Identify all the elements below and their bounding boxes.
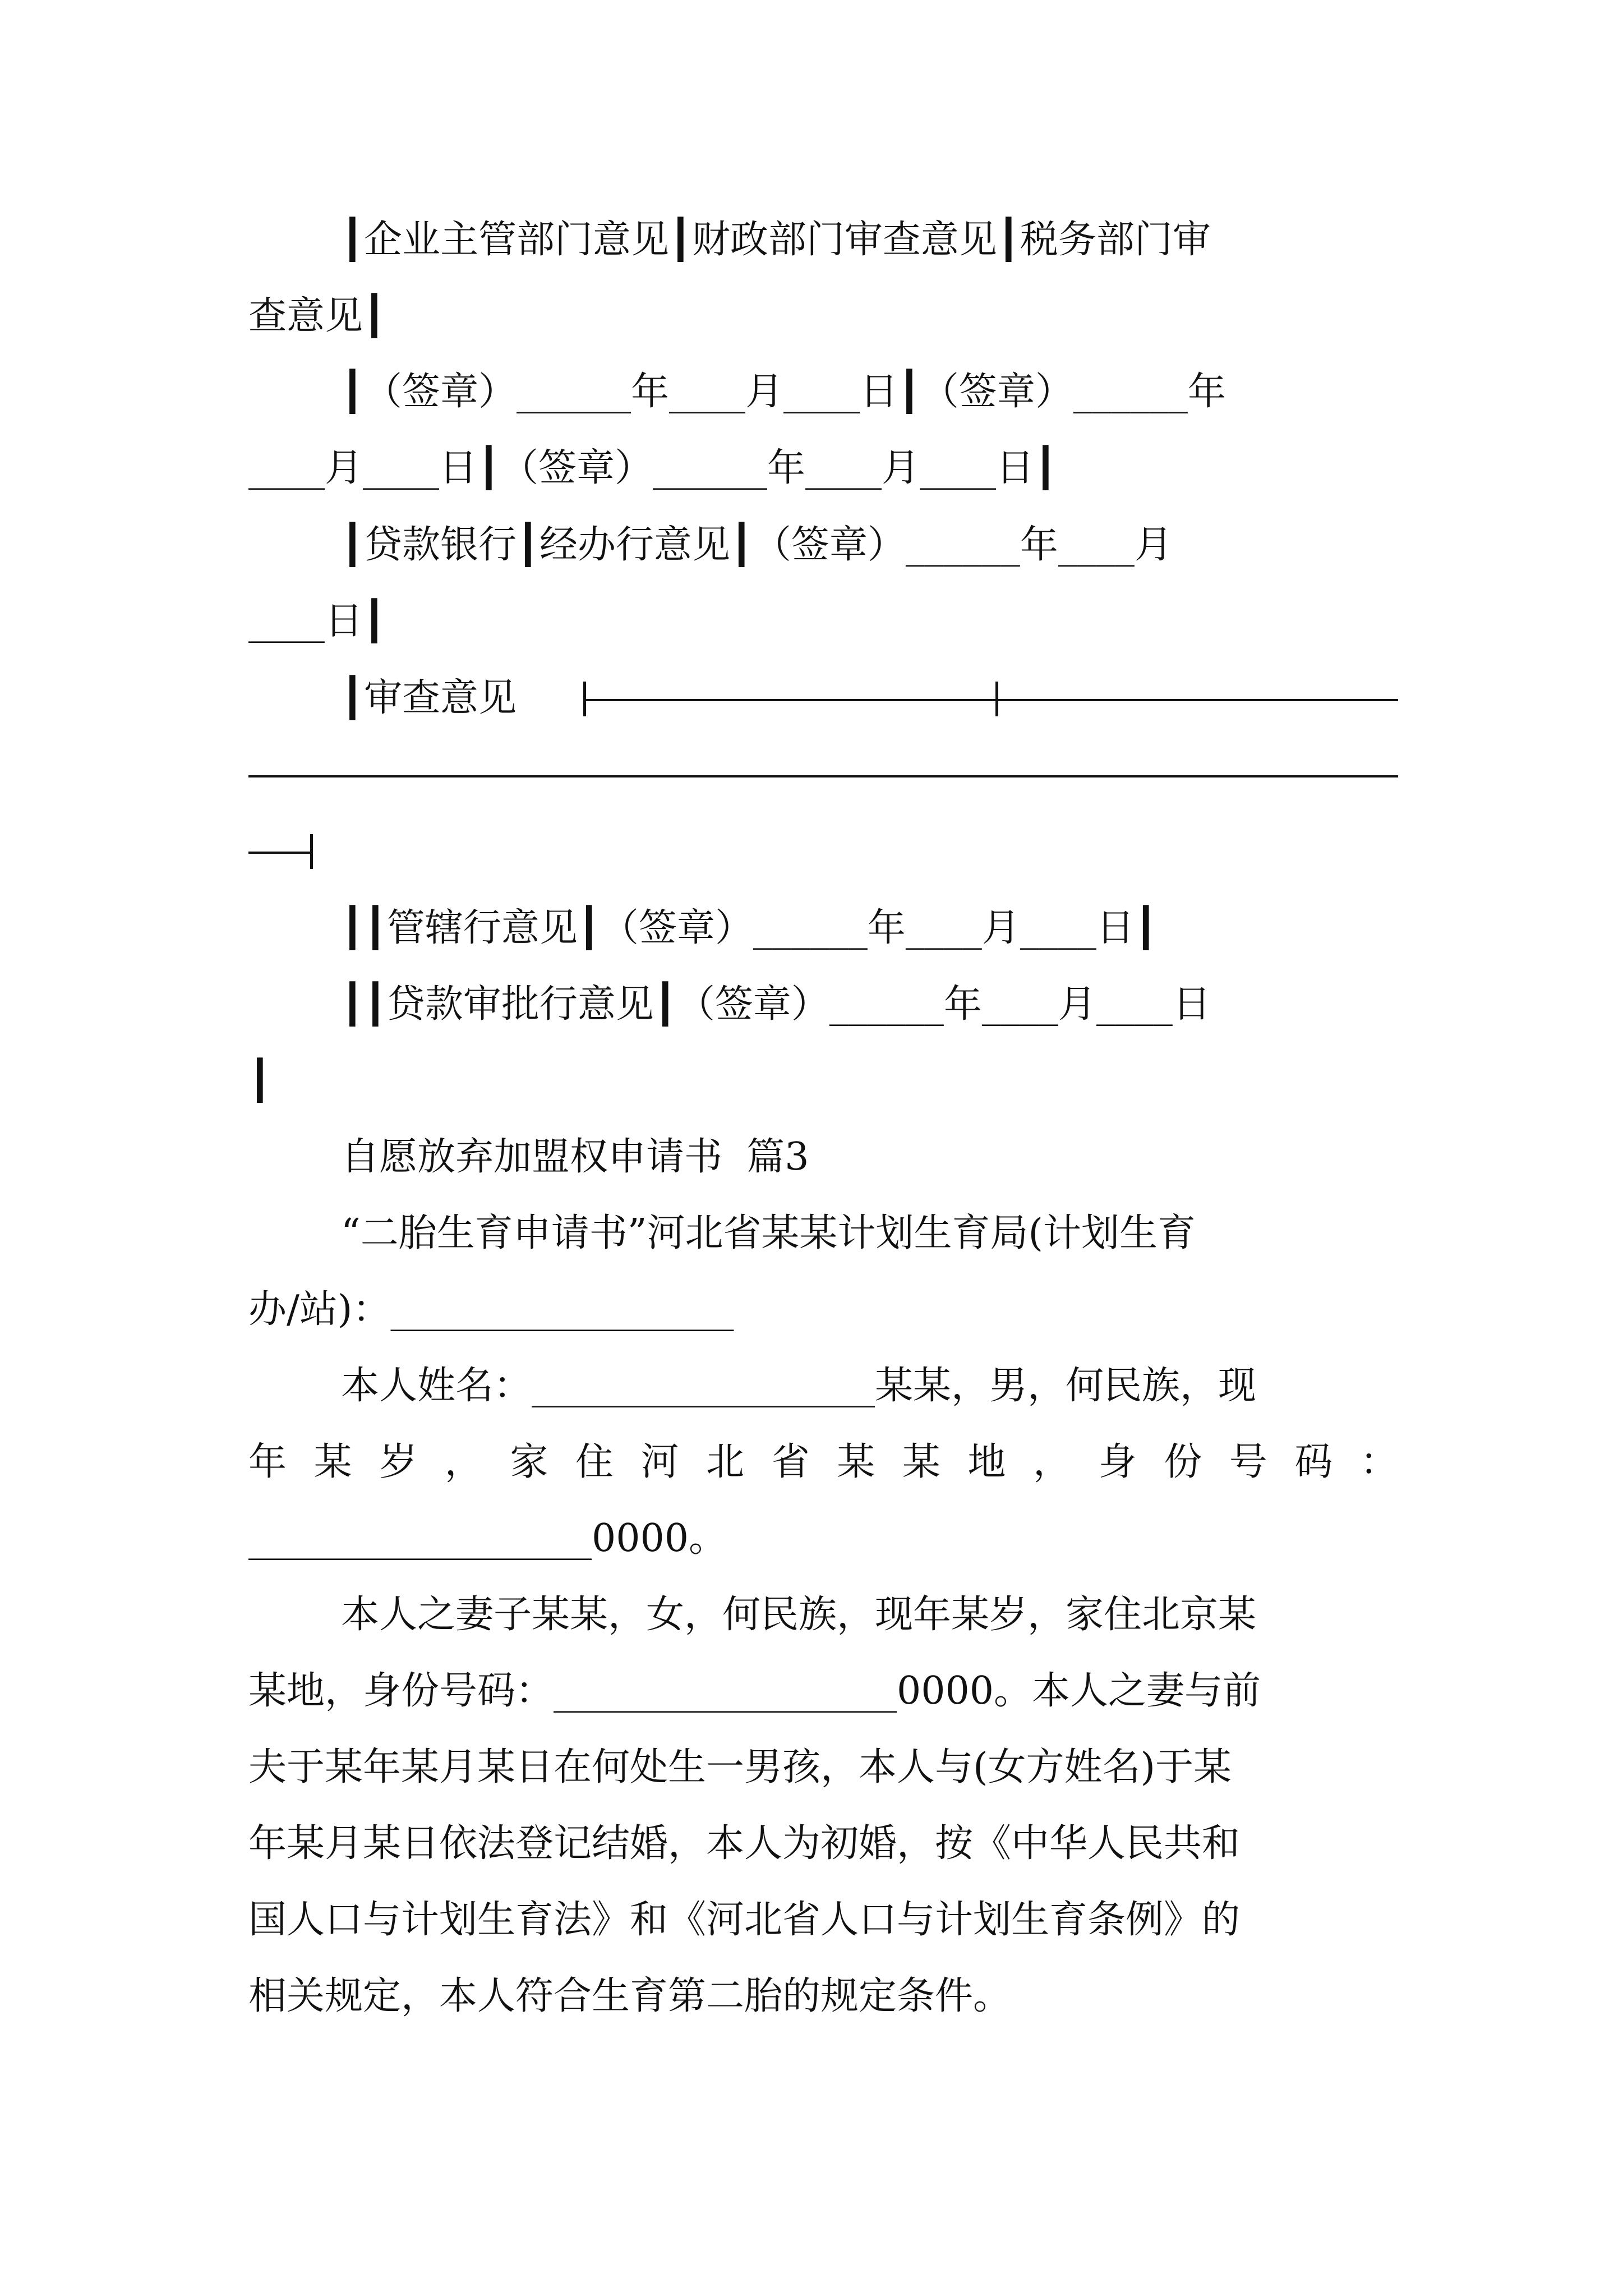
text-line: 相关规定，本人符合生育第二胎的规定条件。 xyxy=(248,1974,1012,2018)
text-line: 年某岁，家住河北省某某地，身份号码： xyxy=(248,1440,1398,1484)
table-rule xyxy=(248,852,313,854)
text-line: 查意见┃ xyxy=(248,294,386,338)
text-line: ┃ xyxy=(248,1059,271,1103)
text-line: 年某月某日依法登记结婚，本人为初婚，按《中华人民共和 xyxy=(248,1821,1241,1866)
text-line: ┃┃贷款审批行意见┃（签章）______年____月____日 xyxy=(341,982,1211,1027)
text-line: ____月____日┃（签章）______年____月____日┃ xyxy=(248,446,1057,490)
table-rule-tick xyxy=(310,834,313,869)
text-line: 办/站)：__________________ xyxy=(248,1287,734,1332)
text-line: ____日┃ xyxy=(248,599,386,643)
table-rule xyxy=(248,775,1398,777)
text-line: ┃贷款银行┃经办行意见┃（签章）______年____月 xyxy=(341,523,1173,567)
table-rule-tick xyxy=(995,682,998,716)
text-line: ┃审查意见 xyxy=(341,676,517,720)
text-line: 本人之妻子某某，女，何民族，现年某岁，家住北京某 xyxy=(341,1593,1257,1637)
text-line: ┃┃管辖行意见┃（签章）______年____月____日┃ xyxy=(341,906,1158,950)
text-line: 国人口与计划生育法》和《河北省人口与计划生育条例》的 xyxy=(248,1898,1241,1942)
text-line: __________________0000。 xyxy=(248,1516,727,1561)
text-line: 夫于某年某月某日在何处生一男孩，本人与(女方姓名)于某 xyxy=(248,1745,1232,1789)
text-line: ┃企业主管部门意见┃财政部门审查意见┃税务部门审 xyxy=(341,218,1211,262)
text-line: ┃（签章）______年____月____日┃（签章）______年 xyxy=(341,370,1226,414)
text-line: 本人姓名：__________________某某，男，何民族，现 xyxy=(341,1364,1257,1408)
section-heading: 自愿放弃加盟权申请书 篇3 xyxy=(341,1135,809,1179)
table-rule xyxy=(583,699,1398,701)
text-line: “二胎生育申请书”河北省某某计划生育局(计划生育 xyxy=(341,1211,1196,1255)
text-line: 某地，身份号码：__________________0000。本人之妻与前 xyxy=(248,1669,1261,1713)
